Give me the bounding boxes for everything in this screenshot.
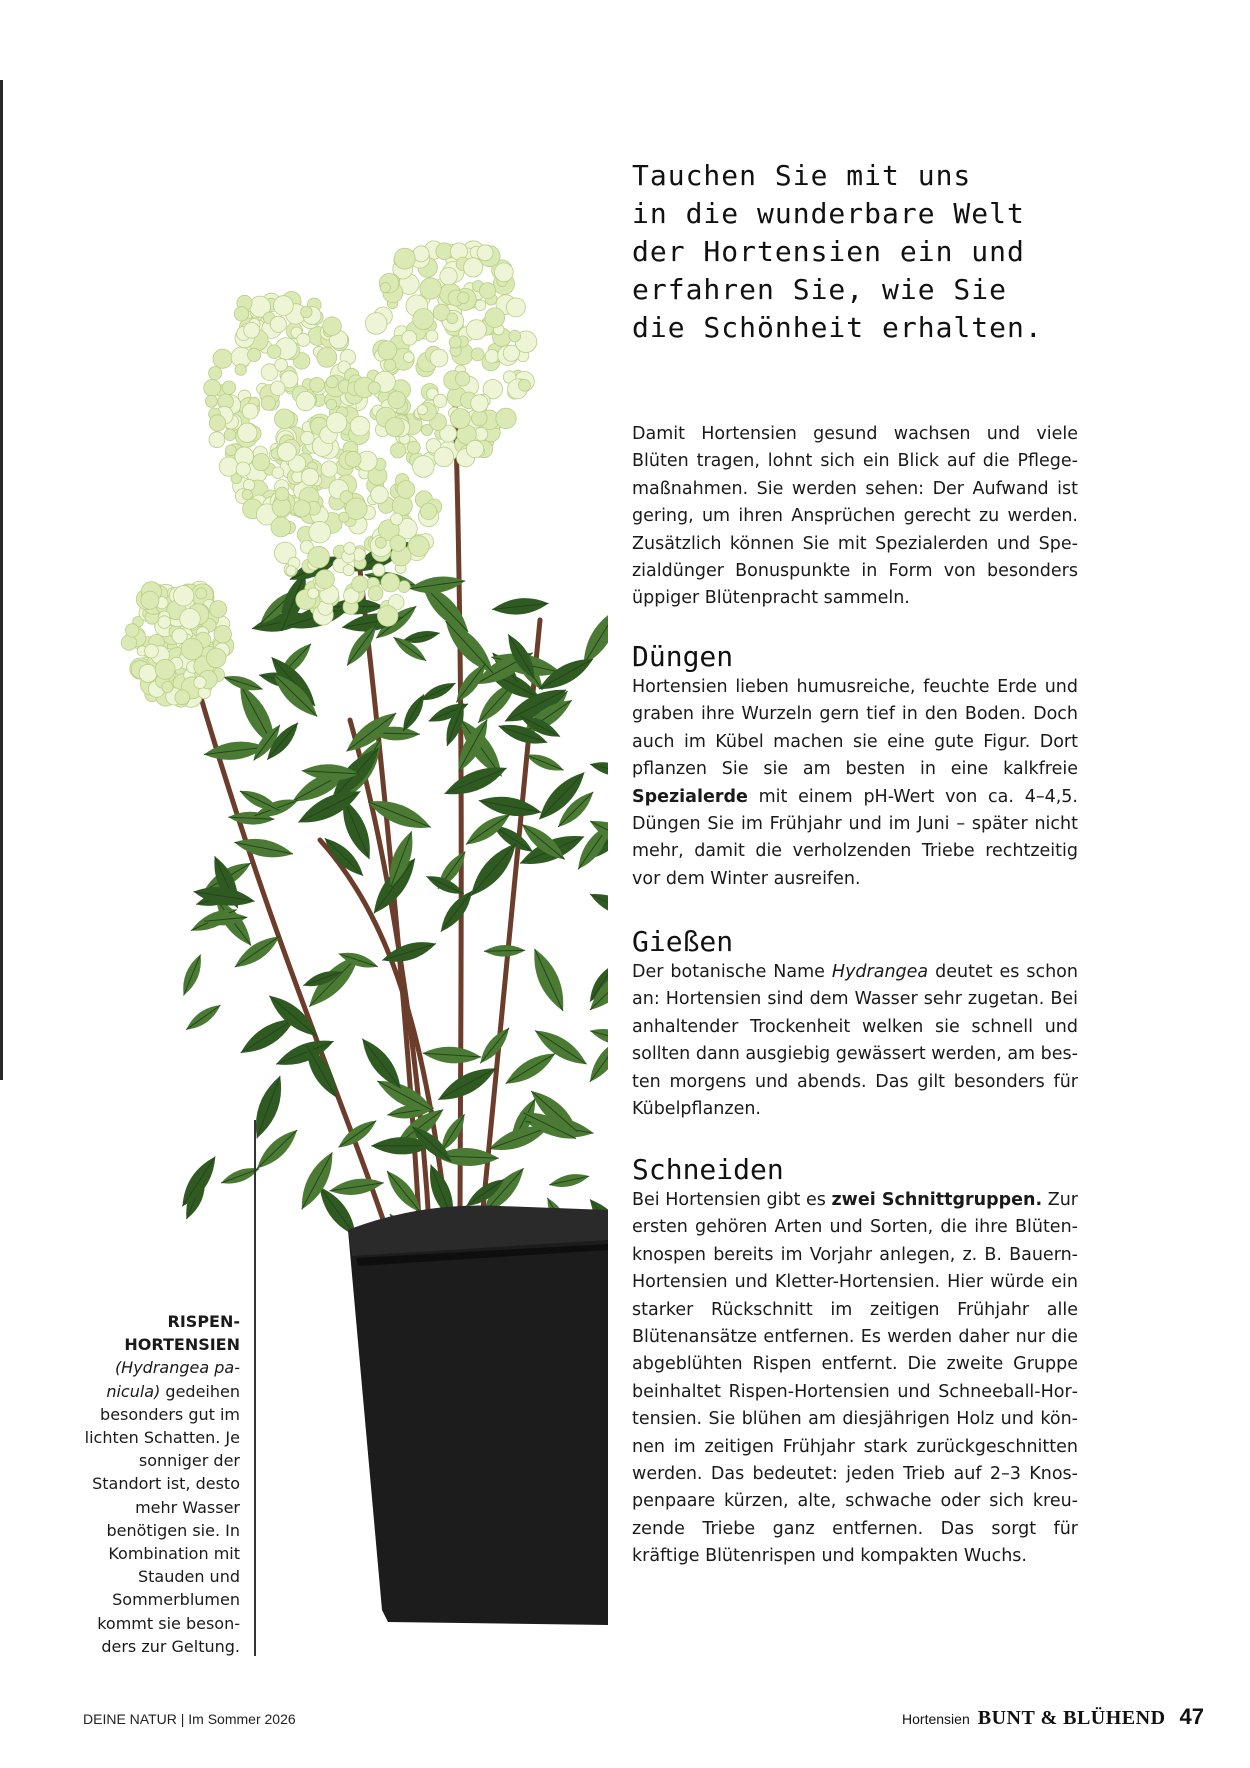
text-run: Damit Hortensien gesund wachsen und viele Blüten tragen, lohnt sich ein Blick auf die Pflegemaßnahmen. Sie werden sehen: Der Aufwand ist gering, um ihren Ansprüchen gerecht zu werden. Zusätzlich können Sie mit Spezialerden und Spezialdünger Bonuspunkte in Form von besonders üppiger Blütenpracht sammeln. (632, 424, 1078, 609)
plant-leaves (175, 534, 608, 1265)
intro-line: die Schönheit erhalten. (632, 311, 1043, 344)
text-run: mit einem pH-Wert von ca. 4–4,5. Düngen Sie im Frühjahr und im Juni – später nicht mehr, damit die verholzenden Triebe rechtzeitig vor dem Winter ausreifen. (632, 786, 1078, 889)
footer-magazine: BUNT & BLÜHEND (977, 1707, 1166, 1729)
plant-pot (348, 1206, 608, 1626)
section-paragraph-schneiden (632, 1187, 1078, 1571)
section-heading-duengen: Düngen (632, 640, 734, 673)
footer-publication: DEINE NATUR | Im Sommer 2026 (83, 1711, 296, 1727)
intro-heading (632, 157, 1192, 347)
text-run: zwei Schnittgruppen. (831, 1190, 1043, 1210)
intro-line: in die wunderbare Welt (632, 197, 1025, 230)
text-run: Bei Hortensien gibt es (632, 1190, 832, 1210)
page-number: 47 (1179, 1704, 1204, 1729)
section-heading-giessen: Gießen (632, 925, 734, 958)
text-run: Spezialerde (632, 786, 748, 807)
caption-latin-name: (Hydrangea panicula) (106, 1358, 240, 1401)
text-run: Hydrangea (831, 962, 929, 982)
intro-line: der Hortensien ein und (632, 235, 1025, 268)
intro-line: erfahren Sie, wie Sie (632, 273, 1008, 306)
text-run: deutet es schon an: Hortensien sind dem Wasser sehr zugetan. Bei anhaltender Trockenheit welken sie schnell und sollten dann ausgiebig gewässert werden, am besten morgens und abends. Das gilt besonders für Kübelpflanzen. (632, 962, 1078, 1120)
image-caption (70, 1310, 240, 1658)
caption-rule (254, 1120, 256, 1656)
section-paragraph-duengen (632, 674, 1078, 893)
plant-flower-panicles (121, 241, 537, 708)
section-heading-schneiden: Schneiden (632, 1153, 784, 1186)
page-edge-line (0, 80, 3, 1080)
intro-line: Tauchen Sie mit uns (632, 159, 972, 192)
text-run: Hortensien lieben humusreiche, feuchte Erde und graben ihre Wurzeln gern tief in den Boden. Doch auch im Kübel machen sie eine gute Figur. Dort pflanzen Sie sie am besten in eine kalkfreie (632, 677, 1078, 780)
text-run: Der botanische Name (632, 962, 832, 982)
text-run: Zur ersten gehören Arten und Sorten, die ihre Blütenknospen bereits im Vorjahr anlegen, z. B. Bauern-Hortensien und Kletter-Hortensien. Hier würde ein starker Rückschnitt im zeitigen Frühjahr alle Blütenansätze entfernen. Es werden daher nur die abgeblühten Rispen entfernt. Die zweite Gruppe beinhaltet Rispen-Hortensien und Schneeball-Hortensien. Sie blühen am diesjährigen Holz und können im zeitigen Frühjahr stark zurückgeschnitten werden. Das bedeutet: jeden Trieb auf 2–3 Knospenpaare kürzen, alte, schwache oder sich kreuzende Triebe ganz entfernen. Das sorgt für kräftige Blütenrispen und kompakten Wuchs. (632, 1190, 1078, 1567)
footer-right (902, 1704, 1204, 1730)
caption-text: gedeihen besonders gut im lichten Schatten. Je sonniger der Standort ist, desto mehr Wasser benötigen sie. In Kombination mit Stauden und Sommerblumen kommt sie besonders zur Geltung. (84, 1381, 240, 1656)
caption-title: RISPEN-HORTENSIEN (124, 1312, 240, 1355)
footer-section: Hortensien (902, 1711, 970, 1727)
intro-paragraph (632, 421, 1078, 613)
section-paragraph-giessen (632, 959, 1078, 1123)
